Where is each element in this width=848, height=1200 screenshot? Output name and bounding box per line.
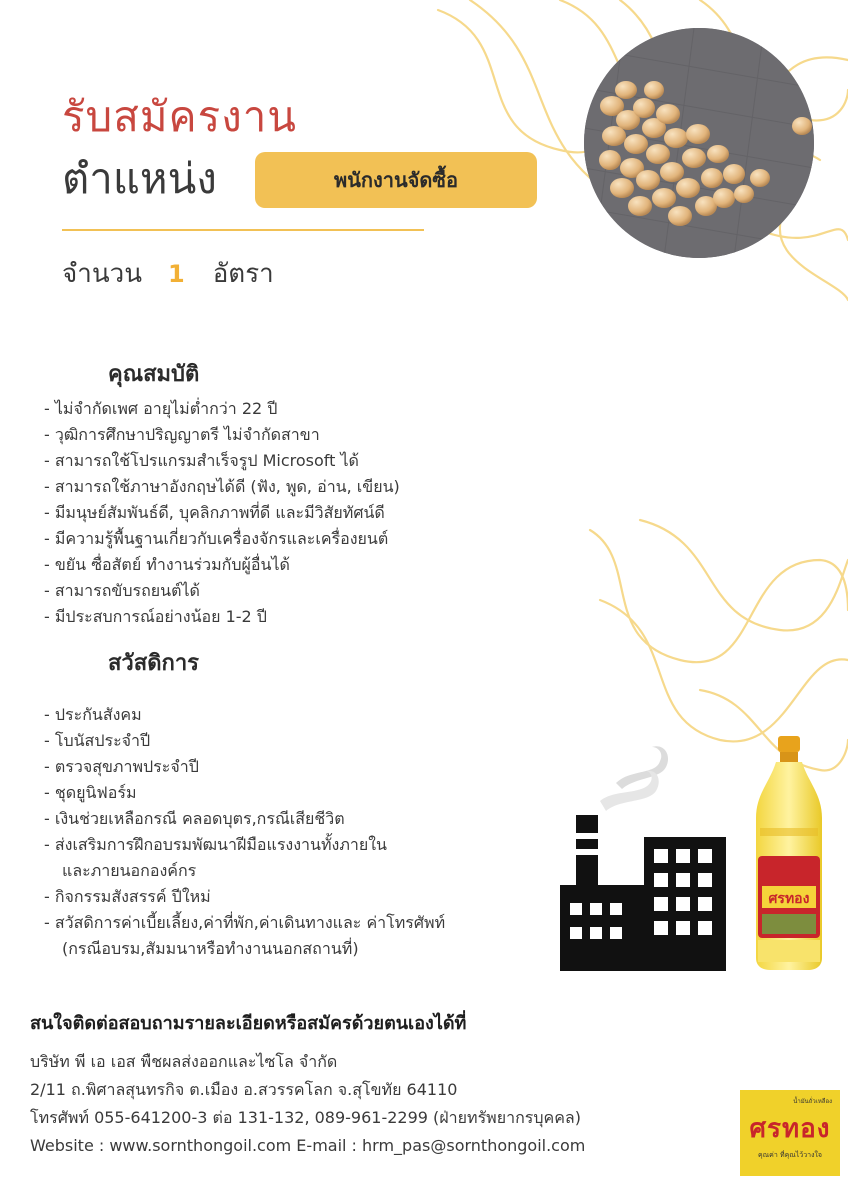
list-item: - ขยัน ซื่อสัตย์ ทำงานร่วมกับผู้อื่นได้ [44,555,290,574]
logo-brand-name: ศรทอง [749,1114,831,1144]
brand-logo [740,1090,840,1176]
position-badge: พนักงานจัดซื้อ [255,152,537,208]
list-item: - สามารถใช้โปรแกรมสำเร็จรูป Microsoft ได้ [44,451,359,470]
company-name: บริษัท พี เอ เอส พืชผลส่งออกและไซโล จำกัด [30,1052,338,1071]
quantity-unit: อัตรา [212,259,274,289]
web-email-line: Website : www.sornthongoil.com E-mail : hrm_pas@sornthongoil.com [30,1136,586,1155]
list-item: - ชุดยูนิฟอร์ม [44,783,137,802]
page-title: รับสมัครงาน [62,92,297,141]
list-item: - สวัสดิการค่าเบี้ยเลี้ยง,ค่าที่พัก,ค่าเดินทางและ ค่าโทรศัพท์ [44,913,446,932]
list-item: - กิจกรรมสังสรรค์ ปีใหม่ [44,887,211,906]
list-item: - สามารถใช้ภาษาอังกฤษได้ดี (ฟัง, พูด, อ่าน, เขียน) [44,477,400,496]
list-item: และภายนอกองค์กร [62,861,197,880]
list-item: - ประกันสังคม [44,705,142,724]
position-label: ตำแหน่ง [62,154,217,203]
benefits-heading: สวัสดิการ [108,651,199,676]
list-item: (กรณีอบรม,สัมมนาหรือทำงานนอกสถานที่) [62,939,359,958]
list-item: - มีมนุษย์สัมพันธ์ดี, บุคลิกภาพที่ดี และมีวิสัยทัศน์ดี [44,503,385,522]
factory-icon [560,745,732,971]
title-divider [62,229,424,231]
company-address: 2/11 ถ.พิศาลสุนทรกิจ ต.เมือง อ.สวรรคโลก จ.สุโขทัย 64110 [30,1080,458,1099]
logo-tagline: คุณค่า ที่คุณไว้วางใจ [757,1151,823,1159]
quantity-label: จำนวน [62,259,142,289]
list-item: - ไม่จำกัดเพศ อายุไม่ต่ำกว่า 22 ปี [44,399,278,418]
list-item: - ตรวจสุขภาพประจำปี [44,757,199,776]
list-item: - วุฒิการศึกษาปริญญาตรี ไม่จำกัดสาขา [44,425,320,444]
bottle-brand-label: ศรทอง [768,891,810,907]
list-item: - เงินช่วยเหลือกรณี คลอดบุตร,กรณีเสียชีวิต [44,809,345,828]
logo-top-text: น้ำมันถั่วเหลือง [793,1098,832,1105]
qualifications-list [44,396,400,630]
list-item: - มีประสบการณ์อย่างน้อย 1-2 ปี [44,607,267,626]
oil-bottle-icon [752,732,828,972]
benefits-list [44,702,445,962]
soybean-photo [584,28,814,258]
quantity-value: 1 [167,260,185,288]
list-item: - โบนัสประจำปี [44,731,151,750]
contact-heading: สนใจติดต่อสอบถามรายละเอียดหรือสมัครด้วยตนเองได้ที่ [30,1013,467,1034]
qualifications-heading: คุณสมบัติ [108,362,200,387]
list-item: - มีความรู้พื้นฐานเกี่ยวกับเครื่องจักรและเครื่องยนต์ [44,529,389,548]
contact-info [30,1048,585,1160]
list-item: - สามารถขับรถยนต์ได้ [44,581,200,600]
quantity-row [62,253,274,294]
list-item: - ส่งเสริมการฝึกอบรมพัฒนาฝีมือแรงงานทั้งภายใน [44,835,387,854]
phone-line: โทรศัพท์ 055-641200-3 ต่อ 131-132, 089-961-2299 (ฝ่ายทรัพยากรบุคคล) [30,1108,581,1127]
